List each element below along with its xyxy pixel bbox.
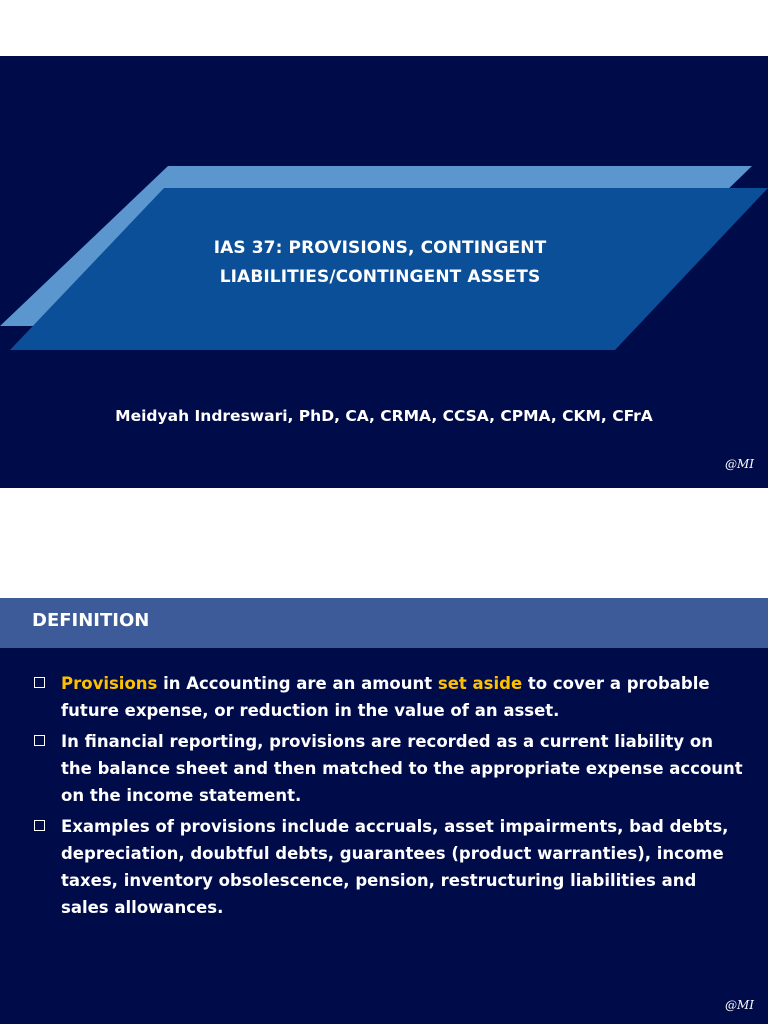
watermark: @MI xyxy=(724,998,754,1012)
bullet-text: to cover a probable future expense, or reduction in the value of an asset. xyxy=(61,674,710,720)
definition-slide xyxy=(0,598,768,1024)
highlight-term: set aside xyxy=(437,674,523,693)
author-credentials: Meidyah Indreswari, PhD, CA, CRMA, CCSA, CPMA, CKM, CFrA xyxy=(115,407,653,425)
bullet-text: In financial reporting, provisions are recorded as a current liability on the balance sheet and then matched to the appropriate expense account on the income statement. xyxy=(61,732,743,805)
highlight-term: Provisions xyxy=(61,674,158,693)
watermark: @MI xyxy=(724,457,754,471)
bullet-item xyxy=(32,813,748,921)
checkbox-bullet-icon xyxy=(34,735,45,746)
title-slide xyxy=(0,56,768,488)
bullet-list xyxy=(32,670,748,925)
bullet-item xyxy=(32,728,748,809)
bullet-text: in Accounting are an amount xyxy=(157,674,438,693)
slide-title-line2: LIABILITIES/CONTINGENT ASSETS xyxy=(219,267,541,287)
bullet-text: Examples of provisions include accruals, asset impairments, bad debts, depreciation, doubtful debts, guarantees (product warranties), income taxes, inventory obsolescence, pension, restructuring liabilities and sales allowances. xyxy=(61,817,729,917)
heading-bar xyxy=(0,598,768,648)
slide-title xyxy=(140,234,620,292)
slide-heading: DEFINITION xyxy=(32,610,150,631)
checkbox-bullet-icon xyxy=(34,820,45,831)
bullet-item xyxy=(32,670,748,724)
slide-title-line1: IAS 37: PROVISIONS, CONTINGENT xyxy=(213,238,547,258)
checkbox-bullet-icon xyxy=(34,677,45,688)
